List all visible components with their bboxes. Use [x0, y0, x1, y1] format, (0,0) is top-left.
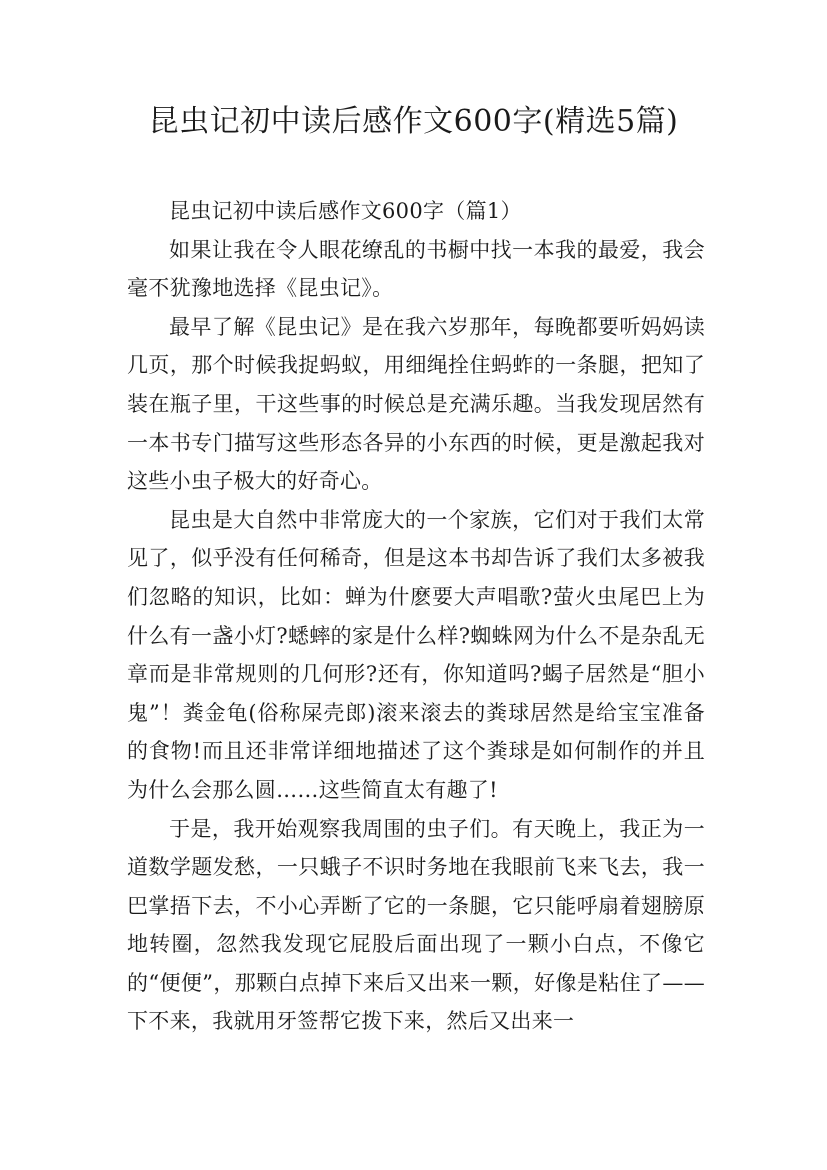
- paragraph-4: 于是，我开始观察我周围的虫子们。有天晚上，我正为一道数学题发愁，一只蛾子不识时务地在我眼前飞来飞去，我一巴掌捂下去，不小心弄断了它的一条腿，它只能呼扇着翅膀原地转圈，忽然我发现它屁股后面出现了一颗小白点，不像它的“便便”，那颗白点掉下来后又出来一颗，好像是粘住了——下不来，我就用牙签帮它拨下来，然后又出来一: [127, 816, 705, 1034]
- paragraph-2: 最早了解《昆虫记》是在我六岁那年，每晚都要听妈妈读几页，那个时候我捉蚂蚁，用细绳拴住蚂蚱的一条腿，把知了装在瓶子里，干这些事的时候总是充满乐趣。当我发现居然有一本书专门描写这些形态各异的小东西的时候，更是激起我对这些小虫子极大的好奇心。: [127, 314, 705, 494]
- document-title: 昆虫记初中读后感作文600字(精选5篇): [148, 104, 679, 139]
- section-heading: 昆虫记初中读后感作文600字（篇1）: [169, 199, 522, 223]
- paragraph-3: 昆虫是大自然中非常庞大的一个家族，它们对于我们太常见了，似乎没有任何稀奇，但是这本书却告诉了我们太多被我们忽略的知识，比如：蝉为什麽要大声唱歌?萤火虫尾巴上为什么有一盏小灯?蟋蟀的家是什么样?蜘蛛网为什么不是杂乱无章而是非常规则的几何形?还有，你知道吗?蝎子居然是“胆小鬼”！粪金龟(俗称屎壳郎)滚来滚去的粪球居然是给宝宝准备的食物!而且还非常详细地描述了这个粪球是如何制作的并且为什么会那么圆……这些简直太有趣了!: [127, 507, 705, 802]
- document-body: [127, 192, 705, 1041]
- paragraph-1: 如果让我在令人眼花缭乱的书橱中找一本我的最爱，我会毫不犹豫地选择《昆虫记》。: [127, 237, 705, 301]
